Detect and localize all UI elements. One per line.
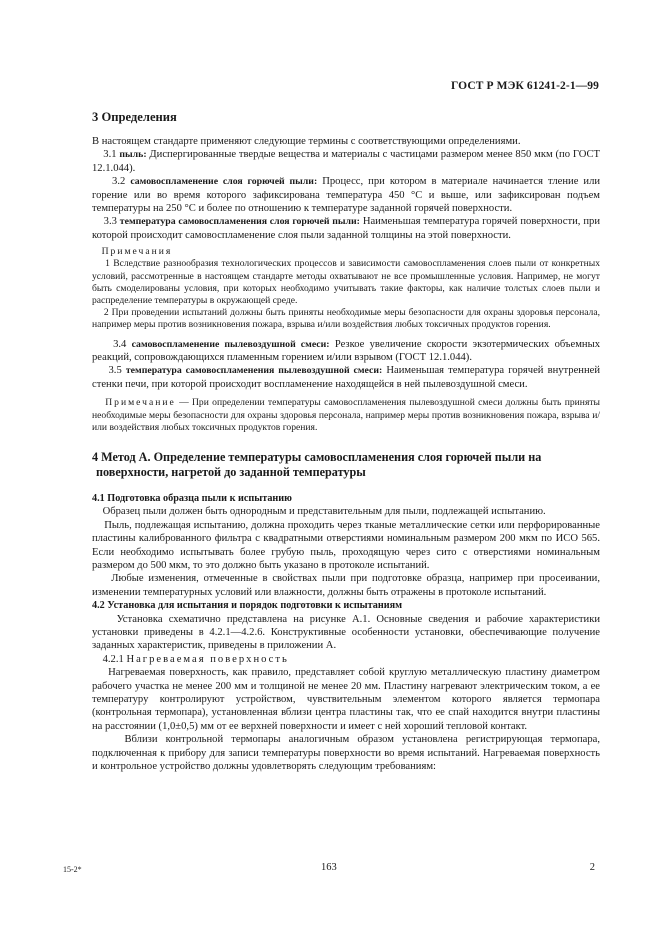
notes-label: Примечания <box>101 246 173 258</box>
note-2: 2 При проведении испытаний должны быть приняты необходимые меры безопасности для охраны здоровья персонала, например меры против возникновения пожара, взрыва и/или воздействия любых токсичных продуктов горения. <box>92 307 601 331</box>
footer-print-mark: 15-2* <box>63 865 82 874</box>
para-4-2-1-b: Вблизи контрольной термопары аналогичным образом установлена регистрирующая термопара, подключенная к прибору для записи температуры поверхности во время испытаний. Нагреваемая поверхность и контрольное устройство должны удовлетворять следующим требованиям: <box>92 734 600 773</box>
section-3-intro: В настоящем стандарте применяют следующие термины с соответствующими определениями. <box>92 136 521 147</box>
definition-3-3: 3.3 температура самовоспламенения слоя горючей пыли: Наименьшая температура горячей поверхности, при которой происходит самовоспламенение слоя пыли заданной толщины на этой поверхности. <box>92 216 600 241</box>
term-dust-air-ignition-temperature: температура самовоспламенения пылевоздушной смеси: <box>125 365 383 377</box>
definition-3-2: 3.2 самовоспламенение слоя горючей пыли: Процесс, при котором в материале начинается тление или горение или во время которого зафиксирована температура 450 °С и выше, или зафиксирован подъем температуры на 250 °С и более по отношению к температуре заданной горячей поверхности. <box>92 176 601 215</box>
para-4-1-1: Образец пыли должен быть однородным и представительным для пыли, подлежащей испытанию. <box>102 506 546 518</box>
note-3: Примечание — При определении температуры самовоспламенения пылевоздушной смеси должны быть приняты необходимые меры безопасности для охраны здоровья персонала, например меры против возникновения пожара, взрыва и/или воздействия любых токсичных продуктов горения. <box>92 397 600 433</box>
term-layer-ignition-temperature: температура самовоспламенения слоя горючей пыли: <box>119 216 360 228</box>
para-4-2-1: Установка схематично представлена на рисунке А.1. Основные сведения и рабочие характеристики установки приведены в 4.2.1—4.2.6. Конструктивные особенности установки, обеспечивающие получение заданных характеристик, приведены в приложении А. <box>92 613 601 652</box>
page-content <box>92 110 600 773</box>
subsection-4-2-title: 4.2 Установка для испытания и порядок подготовки к испытаниям <box>92 600 403 612</box>
page-number: 163 <box>321 862 337 873</box>
para-4-1-3: Любые изменения, отмеченные в свойствах пыли при подготовке образца, например при просеивании, изменении температурных условий или влажности, должны быть отражены в протоколе испытаний. <box>92 573 601 598</box>
para-4-2-1-a: Нагреваемая поверхность, как правило, представляет собой круглую металлическую пластину диаметром рабочего участка не менее 200 мм и толщиной не менее 20 мм. Пластину нагревают электрическим током, а ее температуру контролируют устройством, чувствительным элементом которого является термопара (контрольная термопара), установленная вблизи центра пластины так, что ее спай находится внутри пластины на расстоянии (1,0±0,5) мм от ее верхней поверхности и имеет с ней хороший тепловой контакт. <box>92 667 601 732</box>
sheet-number: 2 <box>589 862 595 873</box>
term-dust: пыль: <box>119 149 147 161</box>
para-4-1-2: Пыль, подлежащая испытанию, должна проходить через тканые металлические сетки или перфорированные пластины калиброванного фильтра с квадратными отверстиями номинальным размером 200 мкм по ИСО 565. Если необходимо испытывать более грубую пыль, проходящую через сито с отверстиями номинальным размером до 500 мкм, то это должно быть указано в протоколе испытаний. <box>92 519 601 571</box>
definition-3-4: 3.4 самовоспламенение пылевоздушной смеси: Резкое увеличение скорости экзотермических объемных реакций, сопровождающихся пламенным горением и/или взрывом (ГОСТ 12.1.044). <box>92 338 600 364</box>
note-1: 1 Вследствие разнообразия технологических процессов и зависимости самовоспламенения слоев пыли от конкретных условий, рассмотренные в настоящем стандарте методы охватывают не все промышленные условия. Например, не могут быть смоделированы условия, при которых необходимо учитывать такие факторы, как наличие толстых слоев пыли и распределение температуры в окружающей среде. <box>92 258 601 307</box>
section-3-title: 3 Определения <box>92 110 177 124</box>
standard-header: ГОСТ Р МЭК 61241-2-1—99 <box>451 80 599 92</box>
term-dust-air-self-ignition: самовоспламенение пылевоздушной смеси: <box>131 338 330 350</box>
section-4-title: 4 Метод А. Определение температуры самовоспламенения слоя горючей пыли на поверхности, нагретой до заданной температуры <box>92 449 542 479</box>
definition-3-1: 3.1 пыль: Диспергированные твердые вещества и материалы с частицами размером менее 850 мкм (по ГОСТ 12.1.044). <box>92 149 601 174</box>
term-layer-self-ignition: самовоспламенение слоя горючей пыли: <box>130 176 318 188</box>
subsection-4-1-title: 4.1 Подготовка образца пыли к испытанию <box>92 492 292 504</box>
subsection-4-2-1-title: 4.2.1 Нагреваемая поверхность <box>102 653 289 665</box>
definition-3-5: 3.5 температура самовоспламенения пылевоздушной смеси: Наименьшая температура горячей внутренней стенки печи, при которой происходит воспламенение находящейся в ней пылевоздушной смеси. <box>92 365 601 390</box>
